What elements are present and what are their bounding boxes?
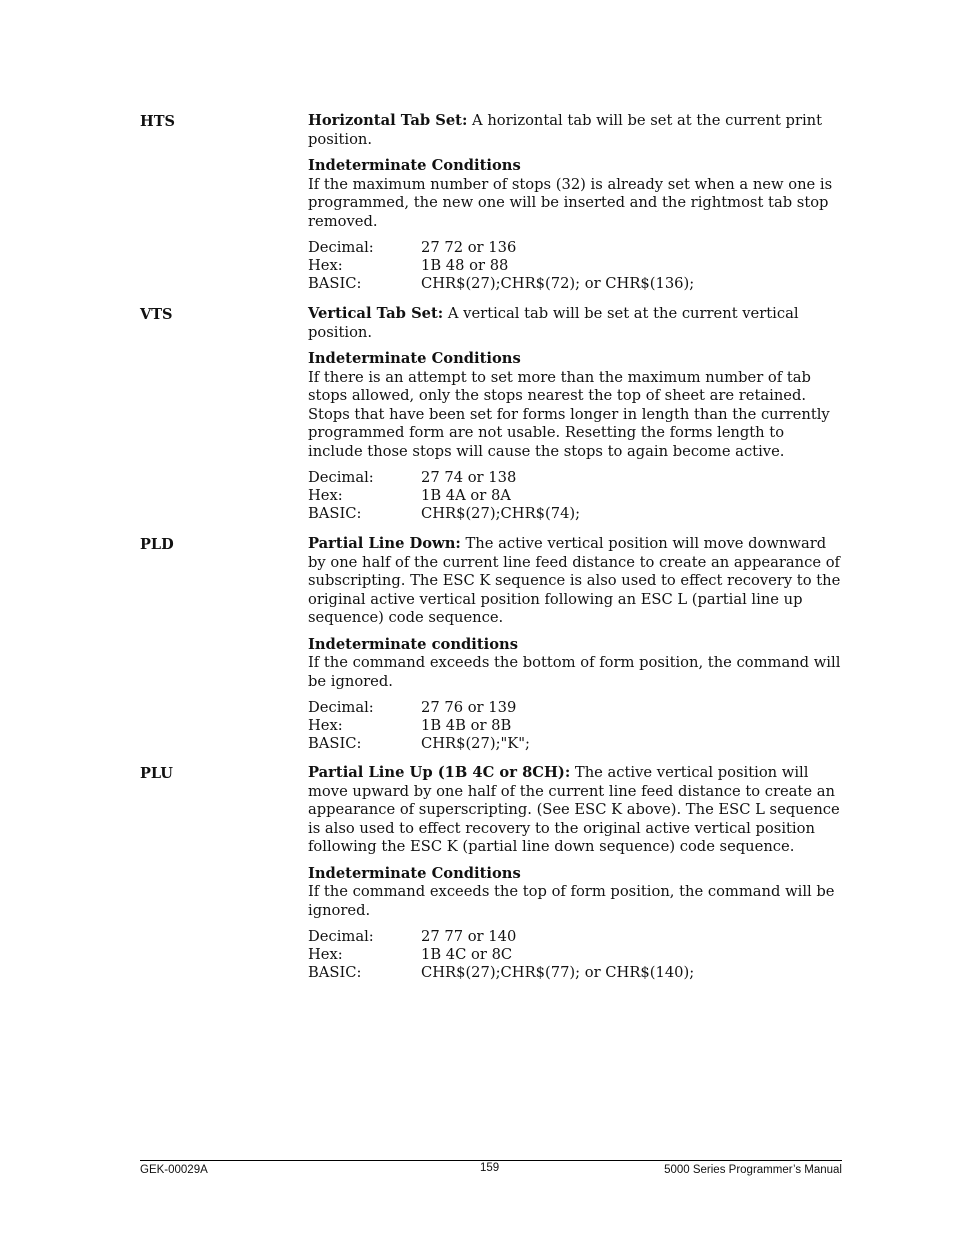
code-values — [308, 699, 843, 754]
code-values — [308, 239, 843, 294]
description-title: Horizontal Tab Set: — [308, 112, 468, 129]
basic-value: CHR$(27);"K"; — [421, 735, 530, 753]
indeterminate-heading: Indeterminate conditions — [308, 635, 518, 653]
indeterminate-heading: Indeterminate Conditions — [308, 157, 521, 174]
entry-body — [308, 305, 843, 524]
description-text: The active vertical position will move downward by one half of the current line feed distance to create an appearance of subscripting. The ESC K sequence is also used to effect recovery to the original active vertical position following an ESC L (partial line up sequence) code sequence. — [308, 535, 841, 626]
basic-label: BASIC: — [308, 275, 362, 293]
basic-label: BASIC: — [308, 505, 362, 523]
indeterminate-text: If there is an attempt to set more than the maximum number of tab stops allowed, only the stops nearest the top of sheet are retained. Stops that have been set for forms longer in length than the currently programmed form are not usable. Resetting the forms length to include those stops will cause the stops to again become active. — [308, 368, 830, 460]
decimal-label: Decimal: — [308, 699, 374, 716]
decimal-value: 27 76 or 139 — [421, 699, 517, 716]
description — [308, 535, 843, 628]
hex-label: Hex: — [308, 257, 343, 275]
basic-label: BASIC: — [308, 964, 362, 982]
page-number: 159 — [480, 1162, 500, 1174]
decimal-value: 27 77 or 140 — [421, 928, 517, 945]
decimal-label: Decimal: — [308, 469, 374, 486]
description-text: A vertical tab will be set at the current vertical position. — [308, 305, 799, 341]
hex-value: 1B 4C or 8C — [421, 946, 513, 964]
description — [308, 112, 843, 149]
hex-value: 1B 48 or 88 — [421, 257, 509, 275]
hex-label: Hex: — [308, 946, 343, 964]
command-code: PLU — [140, 765, 173, 782]
decimal-value: 27 72 or 136 — [421, 239, 517, 256]
footer-manual-title: 5000 Series Programmer’s Manual — [664, 1164, 842, 1176]
description-title: Vertical Tab Set: — [308, 305, 444, 322]
decimal-value: 27 74 or 138 — [421, 469, 517, 486]
description-text: The active vertical position will move upward by one half of the current line feed distance to create an appearance of superscripting. (See ESC K above). The ESC L sequence is also used to effect recovery to the original active vertical position following the ESC K (partial line down sequence) code sequence. — [308, 764, 840, 855]
indeterminate-text: If the command exceeds the bottom of form position, the command will be ignored. — [308, 654, 841, 690]
command-code: VTS — [140, 306, 173, 323]
description-title: Partial Line Up (1B 4C or 8CH): — [308, 764, 571, 781]
entry-body — [308, 764, 843, 983]
command-code: PLD — [140, 536, 174, 553]
indeterminate-heading: Indeterminate Conditions — [308, 864, 521, 882]
hex-value: 1B 4A or 8A — [421, 487, 511, 505]
code-values — [308, 928, 843, 983]
entry-body — [308, 112, 843, 294]
description-text: A horizontal tab will be set at the current print position. — [308, 112, 823, 148]
basic-label: BASIC: — [308, 735, 362, 753]
description-title: Partial Line Down: — [308, 535, 461, 552]
indeterminate-text: If the command exceeds the top of form position, the command will be ignored. — [308, 883, 835, 919]
footer-rule — [140, 1160, 842, 1161]
hex-label: Hex: — [308, 487, 343, 505]
decimal-label: Decimal: — [308, 239, 374, 256]
indeterminate-text: If the maximum number of stops (32) is already set when a new one is programmed, the new one will be inserted and the rightmost tab stop removed. — [308, 175, 833, 230]
description — [308, 305, 843, 342]
entry-body — [308, 535, 843, 754]
basic-value: CHR$(27);CHR$(74); — [421, 505, 581, 523]
indeterminate-heading: Indeterminate Conditions — [308, 350, 521, 367]
footer-doc-id: GEK-00029A — [140, 1164, 208, 1176]
hex-label: Hex: — [308, 717, 343, 735]
code-values — [308, 469, 843, 524]
description — [308, 764, 843, 857]
basic-value: CHR$(27);CHR$(77); or CHR$(140); — [421, 964, 695, 982]
command-code: HTS — [140, 113, 175, 130]
basic-value: CHR$(27);CHR$(72); or CHR$(136); — [421, 275, 695, 293]
hex-value: 1B 4B or 8B — [421, 717, 512, 735]
decimal-label: Decimal: — [308, 928, 374, 945]
